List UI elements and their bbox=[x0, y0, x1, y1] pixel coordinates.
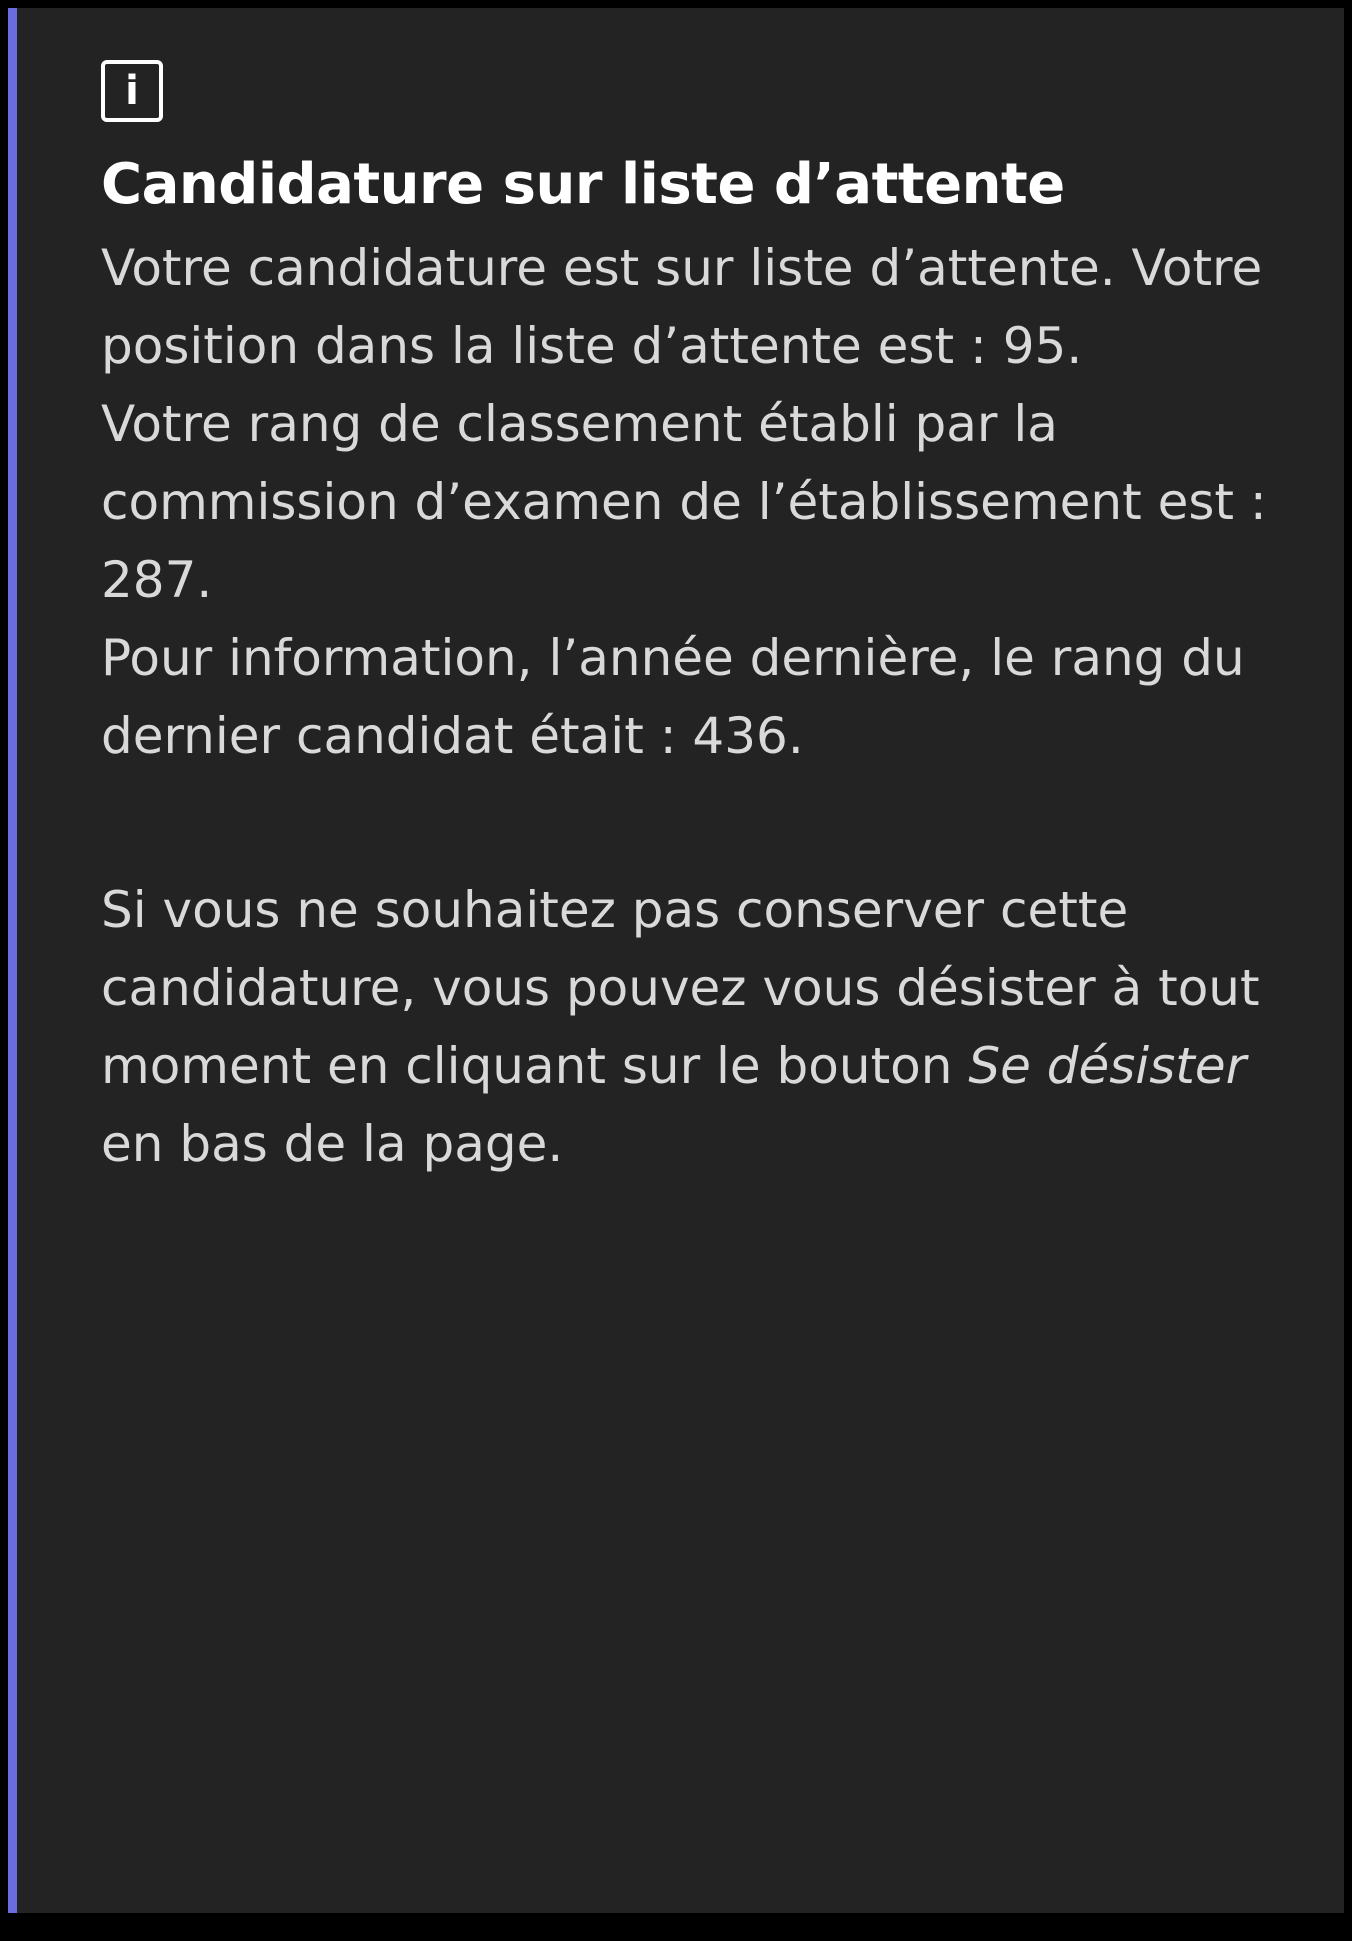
withdraw-instructions-text bbox=[101, 871, 1280, 1183]
withdraw-instructions-part2: en bas de la page. bbox=[101, 1114, 564, 1173]
info-icon-glyph: i bbox=[125, 68, 139, 114]
commission-rank-text: Votre rang de classement établi par la commission d’examen de l’établissement est : 287. bbox=[101, 394, 1267, 609]
page-title: Candidature sur liste d’attente bbox=[101, 152, 1065, 217]
panel-accent-bar bbox=[8, 8, 17, 1913]
paragraph-spacer bbox=[101, 775, 1280, 871]
waiting-list-status-text: Votre candidature est sur liste d’attente. Votre position dans la liste d’attente est : 95. bbox=[101, 238, 1263, 375]
info-icon bbox=[101, 60, 163, 122]
previous-year-rank-text: Pour information, l’année dernière, le rang du dernier candidat était : 436. bbox=[101, 628, 1245, 765]
panel-body bbox=[17, 8, 1344, 1913]
withdraw-instructions-part1: Si vous ne souhaitez pas conserver cette candidature, vous pouvez vous désister à tout moment en cliquant sur le bouton bbox=[101, 880, 1260, 1095]
withdraw-button-name: Se désister bbox=[968, 1036, 1247, 1095]
waiting-list-info-panel bbox=[8, 8, 1344, 1913]
